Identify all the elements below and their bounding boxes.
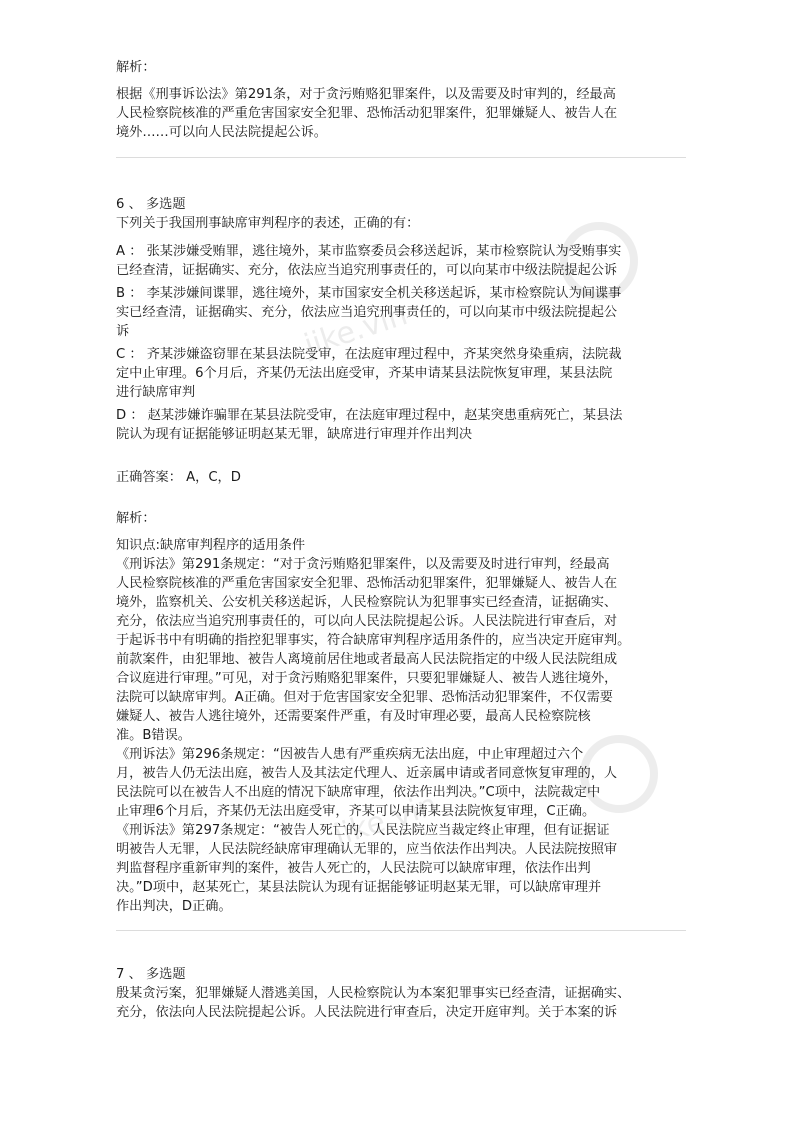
analysis-line: 法院可以缺席审判。A正确。但对于危害国家安全犯罪、恐怖活动犯罪案件，不仅需要 xyxy=(116,690,613,705)
question-header: 7 、 多选题 xyxy=(116,967,186,982)
option-line: A ： 张某涉嫌受贿罪，逃往境外，某市监察委员会移送起诉，某市检察院认为受贿事实 xyxy=(116,244,622,259)
analysis-line: 《刑诉法》第291条规定：“对于贪污贿赂犯罪案件，以及需要及时进行审判，经最高 xyxy=(116,557,610,572)
analysis-line: 境外，监察机关、公安机关移送起诉，人民检察院认为犯罪事实已经查清，证据确实、 xyxy=(116,595,618,610)
watermark-text-bottom: jike.vin xyxy=(330,787,442,854)
question-7 xyxy=(116,965,688,1022)
analysis-line: 知识点:缺席审判程序的适用条件 xyxy=(116,538,306,553)
analysis-line: 决。”D项中，赵某死亡，某县法院认为现有证据能够证明赵某无罪，可以缺席审理并 xyxy=(116,880,602,895)
analysis-line: 充分，依法应当追究刑事责任的，可以向人民法院提起公诉。人民法院进行审查后，对 xyxy=(116,614,618,629)
analysis-label: 解析： xyxy=(116,60,156,75)
option-line: 进行缺席审判 xyxy=(116,385,196,400)
option-line: 诉 xyxy=(116,324,130,339)
option-line: 实已经查清，证据确实、充分，依法应当追究刑事责任的，可以向某市中级法院提起公 xyxy=(116,305,618,320)
analysis-line: 境外……可以向人民法院提起公诉。 xyxy=(116,125,327,140)
correct-answer: 正确答案： A，C，D xyxy=(116,470,241,485)
option-a[interactable] xyxy=(116,242,688,280)
watermark-text-top: jike.vin xyxy=(300,297,412,364)
analysis-line: 民法院可以在被告人不出庭的情况下缺席审理，依法作出判决。”C项中，法院裁定中 xyxy=(116,785,601,800)
analysis-line: 人民检察院核准的严重危害国家安全犯罪、恐怖活动犯罪案件，犯罪嫌疑人、被告人在 xyxy=(116,106,618,121)
analysis-line: 前款案件，由犯罪地、被告人离境前居住地或者最高人民法院指定的中级人民法院组成 xyxy=(116,652,618,667)
analysis-line: 判监督程序重新审判的案件，被告人死亡的，人民法院可以缺席审理，依法作出判 xyxy=(116,861,591,876)
document-page xyxy=(116,58,688,1022)
option-d[interactable] xyxy=(116,406,688,444)
analysis-line: 嫌疑人、被告人逃往境外，还需要案件严重，有及时审理必要，最高人民检察院核 xyxy=(116,709,591,724)
analysis-line: 明被告人无罪，人民法院经缺席审理确认无罪的，应当依法作出判决。人民法院按照审 xyxy=(116,842,618,857)
question-6 xyxy=(116,195,688,916)
prev-analysis xyxy=(116,58,688,142)
option-line: B ： 李某涉嫌间谍罪，逃往境外，某市国家安全机关移送起诉，某市检察院认为间谍事 xyxy=(116,286,622,301)
option-line: 院认为现有证据能够证明赵某无罪，缺席进行审理并作出判决 xyxy=(116,427,473,442)
analysis-line: 于起诉书中有明确的指控犯罪事实，符合缺席审判程序适用条件的，应当决定开庭审判。 xyxy=(116,633,631,648)
option-b[interactable] xyxy=(116,284,688,341)
analysis-line: 合议庭进行审理。”可见，对于贪污贿赂犯罪案件，只要犯罪嫌疑人、被告人逃往境外， xyxy=(116,671,618,686)
question-text: 充分，依法向人民法院提起公诉。人民法院进行审查后，决定开庭审判。关于本案的诉 xyxy=(116,1005,618,1020)
analysis-body xyxy=(116,536,688,916)
question-text: 殷某贪污案，犯罪嫌疑人潜逃美国，人民检察院认为本案犯罪事实已经查清，证据确实、 xyxy=(116,986,631,1001)
analysis-line: 准。B错误。 xyxy=(116,728,191,743)
analysis-line: 根据《刑事诉讼法》第291条，对于贪污贿赂犯罪案件，以及需要及时审判的，经最高 xyxy=(116,87,616,102)
analysis-line: 《刑诉法》第296条规定：“因被告人患有严重疾病无法出庭，中止审理超过六个 xyxy=(116,747,584,762)
analysis-line: 月，被告人仍无法出庭，被告人及其法定代理人、近亲属申请或者同意恢复审理的，人 xyxy=(116,766,618,781)
analysis-line: 止审理6个月后，齐某仍无法出庭受审，齐某可以申请某县法院恢复审理，C正确。 xyxy=(116,804,596,819)
analysis-line: 作出判决，D正确。 xyxy=(116,899,232,914)
analysis-line: 人民检察院核准的严重危害国家安全犯罪、恐怖活动犯罪案件，犯罪嫌疑人、被告人在 xyxy=(116,576,618,591)
question-header: 6 、 多选题 xyxy=(116,197,186,212)
option-c[interactable] xyxy=(116,345,688,402)
question-text: 下列关于我国刑事缺席审判程序的表述，正确的有： xyxy=(116,216,420,231)
option-line: 已经查清，证据确实、充分，依法应当追究刑事责任的，可以向某市中级法院提起公诉 xyxy=(116,263,618,278)
option-line: C ： 齐某涉嫌盗窃罪在某县法院受审，在法庭审理过程中，齐某突然身染重病，法院裁 xyxy=(116,347,622,362)
analysis-label: 解析： xyxy=(116,511,156,526)
option-line: D ： 赵某涉嫌诈骗罪在某县法院受审，在法庭审理过程中，赵某突患重病死亡，某县法 xyxy=(116,408,623,423)
option-line: 定中止审理。6个月后，齐某仍无法出庭受审，齐某申请某县法院恢复审理，某县法院 xyxy=(116,366,613,381)
analysis-line: 《刑诉法》第297条规定：“被告人死亡的，人民法院应当裁定终止审理，但有证据证 xyxy=(116,823,610,838)
